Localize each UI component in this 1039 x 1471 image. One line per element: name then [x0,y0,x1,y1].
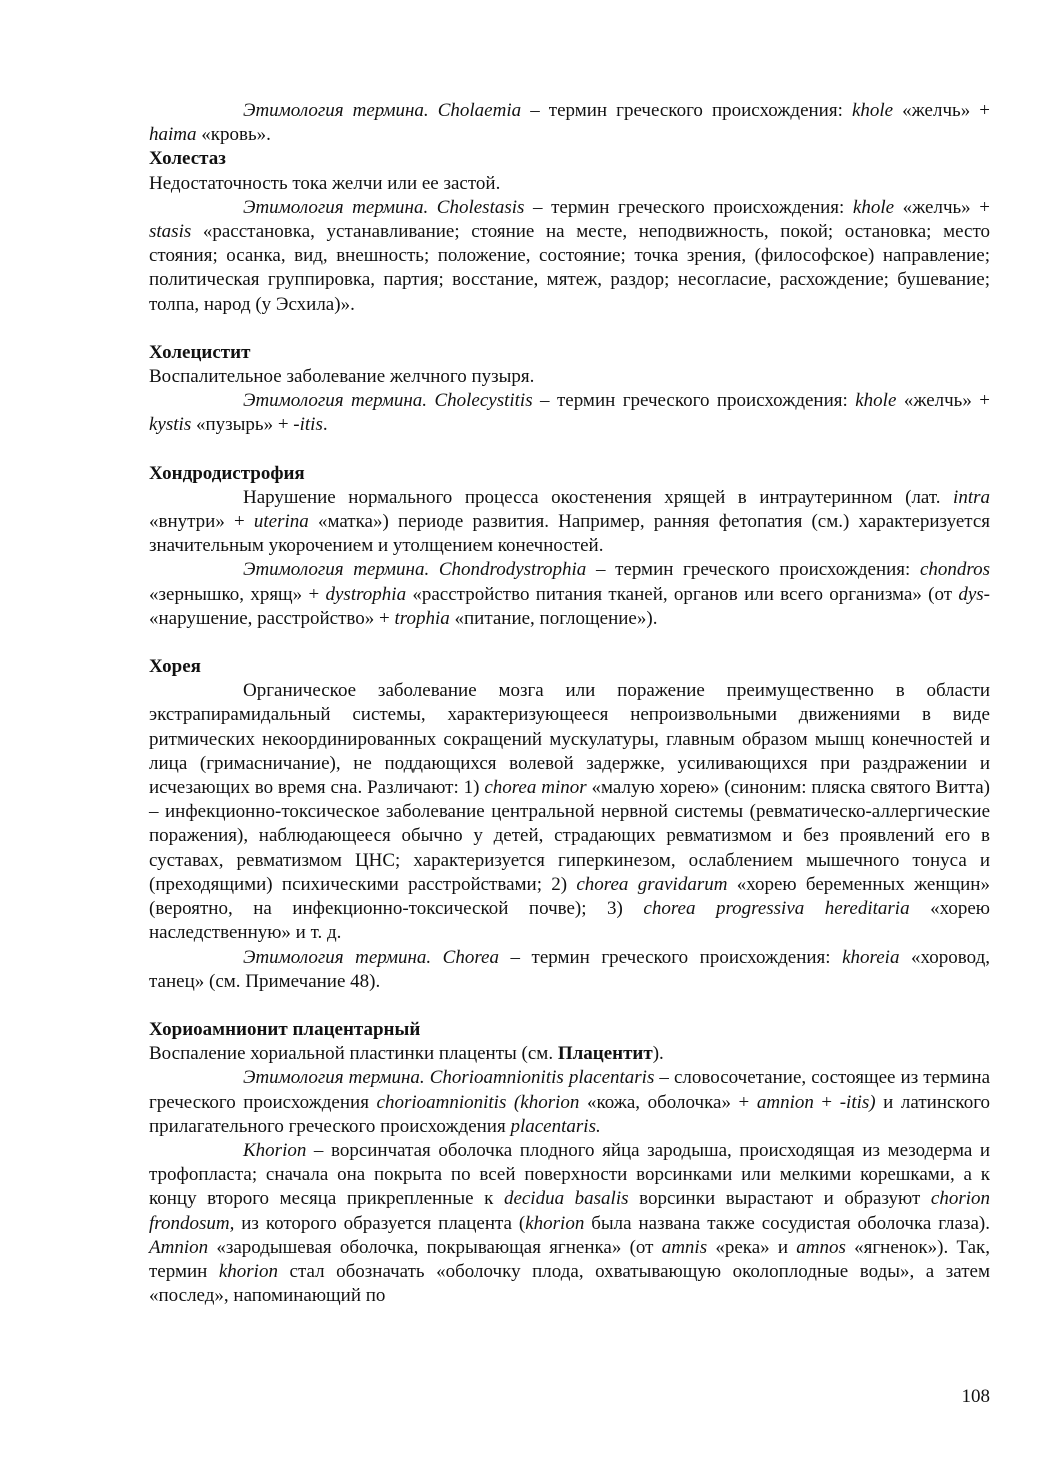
etymology-paragraph [149,389,990,437]
spacer [149,438,990,462]
italic-term: chorioamnionitis (khorion [376,1091,580,1113]
text-run: «матка») периоде развития. Например, ранняя фетопатия (см.) характеризуется значительным укорочением и утолщением конечностей. [149,511,991,557]
entry-title: Хориоамнионит плацентарный [149,1018,421,1040]
italic-term: -itis [293,414,323,436]
text-run: – термин греческого происхождения: [498,946,843,968]
italic-term: decidua basalis [503,1188,629,1210]
text-run: Нарушение нормального процесса окостенения хрящей в интраутеринном (лат. [243,486,954,508]
text-run: «зародышевая оболочка, покрывающая ягненка» (от [208,1236,662,1258]
italic-term: kystis [149,414,192,436]
italic-term: uterina [253,511,309,533]
spacer [149,994,990,1018]
italic-term: chondros [919,559,990,581]
entry-definition: Воспалительное заболевание желчного пузыря. [149,366,535,388]
text-run: «хорею беременных женщин» (вероятно, на инфекционно-токсической почве); 3) [149,873,990,920]
italic-term: amnos [796,1236,846,1258]
text-run: «желчь» + [894,196,990,218]
entry-title: Холецистит [149,341,251,363]
italic-term: placentaris. [510,1115,601,1137]
italic-term: chorea minor [484,777,587,799]
italic-term: khole [852,196,895,218]
italic-term: khorion [218,1260,278,1282]
text-run: и латинского прилагательного греческого происхождения [149,1091,991,1137]
italic-term: dys- [958,583,991,605]
italic-term: Khorion [243,1139,307,1161]
italic-term: Этимология термина. Chorioamnionitis placentaris [243,1067,655,1089]
italic-term: itis) [846,1091,876,1113]
etymology-paragraph [149,99,990,147]
text-run: . [322,414,328,436]
text-run: «питание, поглощение»). [449,607,658,629]
italic-term: amnion [756,1091,814,1113]
page-number: 108 [961,1386,990,1407]
entry-title: Хондродистрофия [149,462,305,484]
italic-term: trophia [394,607,450,629]
entry-definition [149,679,990,945]
italic-term: Этимология термина. Cholaemia [243,100,522,121]
bold-reference: Плацентит [557,1043,653,1065]
spacer [149,317,990,341]
text-run: «расстановка, устанавливание; стояние на месте, неподвижность, покой; остановка; место стояния; осанка, вид, внешность; положение, состояние; точка зрения, (философское) направление; политическая группировка, партия; восстание, мятеж, раздор; несогласие, расхождение; бушевание; толпа, народ (у Эсхила)». [149,221,990,315]
text-run: «зернышко, хрящ» + [149,583,326,605]
text-run: «малую хорею» (синоним: пляска святого Витта) – инфекционно-токсическое заболевание центральной нервной системы (ревматическо-аллергические поражения), наблюдающееся обычно у детей, страдающих ревматизмом и без проявлений его в суставах, ревматизмом ЦНС; характеризуется гиперкинезом, ослаблением мышечного тонуса и (преходящими) психическими расстройствами; 2) [149,777,990,895]
italic-term: khorion [525,1212,585,1234]
italic-term: Этимология термина. Chondrodystrophia [243,559,587,581]
text-run: Органическое заболевание мозга или поражение преимущественно в области экстрапирамидальный системы, характеризующееся непроизвольными движениями в виде ритмических некоординированных сокращений мускулатуры, главным образом мышц конечностей и лица (гримасничание), не поддающихся волевой задержке, усиливающихся при раздражении и исчезающих во время сна. Различают: 1) [149,680,990,799]
italic-term: khole [851,100,894,121]
text-run: «кровь». [196,124,271,146]
italic-term: khole [855,390,897,412]
text-run: «нарушение, расстройство» + [149,607,395,629]
italic-term: chorea progressiva hereditaria [643,898,910,920]
etymology-paragraph [149,196,990,317]
text-run: «пузырь» + [191,414,294,436]
etymology-paragraph [149,1066,990,1139]
entry-definition [149,486,990,559]
etymology-paragraph [149,946,990,994]
text-run: Воспаление хориальной пластинки плаценты (см. [149,1043,558,1065]
text-run: – термин греческого происхождения: [532,390,856,412]
spacer [149,631,990,655]
text-run: «внутри» + [149,511,254,533]
italic-term: intra [953,486,990,508]
document-page [149,99,990,1308]
text-run: из которого образуется плацента ( [234,1212,526,1234]
etymology-paragraph [149,558,990,631]
text-run: «хоровод, танец» (см. Примечание 48). [149,946,990,992]
text-run: «река» и [707,1236,797,1258]
text-run: «расстройство питания тканей, органов или всего организма» (от [406,583,959,605]
italic-term: dystrophia [325,583,407,605]
text-run: «кожа, оболочка» + [579,1091,757,1113]
text-run: – ворсинчатая оболочка плодного яйца зародыша, происходящая из мезодерма и трофопласта; сначала она покрыта по всей поверхности ворсинками или мелкими корешками, а к концу второго месяца прикрепленные к [149,1139,990,1210]
text-run: «хорею наследственную» и т. д. [149,898,990,944]
text-run: «ягненок»). Так, термин [149,1236,990,1282]
text-run: + - [813,1091,847,1113]
text-run: «желчь» + [896,390,990,412]
entry-definition [149,1042,990,1066]
italic-term: Этимология термина. Chorea [243,946,499,968]
entry-title: Хорея [149,656,201,678]
italic-term: Этимология термина. Cholestasis [243,196,525,218]
italic-term: chorea gravidarum [576,873,728,895]
text-run: ). [652,1043,664,1065]
text-run: стал обозначать «оболочку плода, охватывающую околоплодные воды», а затем «послед», напоминающий по [149,1260,990,1307]
text-run: была названа также сосудистая оболочка глаза). [584,1212,990,1234]
italic-term: amnis [661,1236,708,1258]
italic-term: chorion frondosum, [149,1188,990,1234]
italic-term: Этимология термина. Cholecystitis [243,390,533,412]
entry-title: Холестаз [149,148,226,170]
italic-term: khoreia [842,946,900,968]
explanation-paragraph [149,1139,990,1308]
text-run: – термин греческого происхождения: [524,196,853,218]
italic-term: Amnion [149,1236,209,1258]
italic-term: haima [149,124,197,146]
text-run: – термин греческого происхождения: [521,100,852,121]
text-run: – термин греческого происхождения: [586,559,920,581]
text-run: ворсинки вырастают и образуют [628,1188,931,1210]
text-run: – словосочетание, состоящее из термина греческого происхождения [149,1067,991,1113]
entry-definition: Недостаточность тока желчи или ее застой. [149,172,501,194]
italic-term: stasis [149,221,192,243]
text-run: «желчь» + [893,100,990,121]
